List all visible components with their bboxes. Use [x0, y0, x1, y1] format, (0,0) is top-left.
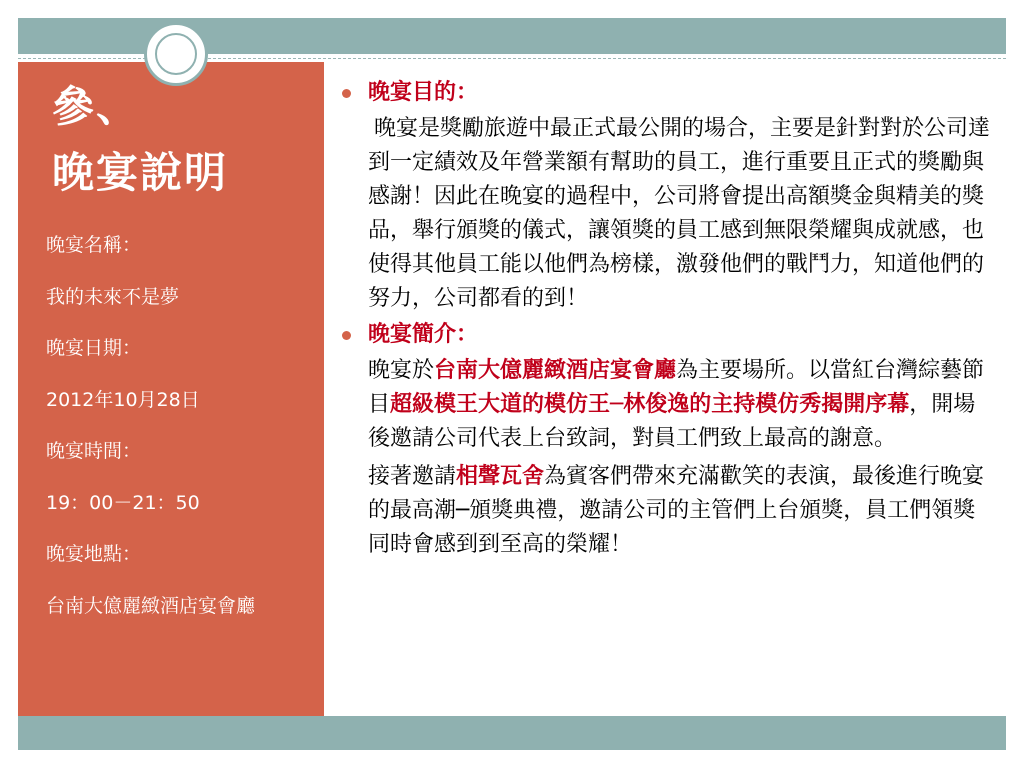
name-label: 晚宴名稱：: [46, 234, 142, 256]
intro-p1-text-b: 為主要場所。以當紅台灣綜藝節目: [368, 358, 985, 417]
purpose-heading: 晚宴目的：: [368, 80, 479, 105]
main-content: [338, 76, 990, 562]
title-line-1: 參、: [52, 82, 141, 131]
date-label: 晚宴日期：: [46, 337, 142, 359]
bottom-band: [18, 716, 1006, 750]
circle-inner-ring: [155, 33, 197, 75]
event-info: [46, 232, 296, 644]
place-value: 台南大億麗緻酒店宴會廳: [46, 594, 256, 617]
time-value: 19：00－21：50: [46, 491, 200, 514]
intro-heading: 晚宴簡介：: [368, 322, 479, 347]
date-value: 2012年10月28日: [46, 388, 200, 411]
intro-venue-highlight: 台南大億麗緻酒店宴會廳: [434, 358, 677, 383]
time-label: 晚宴時間：: [46, 440, 142, 462]
intro-troupe-highlight: 相聲瓦舍: [456, 464, 545, 489]
name-value: 我的未來不是夢: [46, 285, 180, 308]
slide-title: [52, 74, 228, 206]
intro-paragraph-2: [338, 460, 990, 562]
bullet-dot-icon: [342, 89, 351, 98]
place-label: 晚宴地點：: [46, 543, 142, 565]
intro-bullet: [338, 318, 990, 354]
intro-p2-text-b: 為賓客們帶來充滿歡笑的表演，最後進行晚宴的最高潮─頒獎典禮，邀請公司的主管們上台頒獎，員工們領獎同時會感到到至高的榮耀！: [368, 464, 985, 557]
intro-paragraph-1: [338, 354, 990, 456]
bullet-dot-icon: [342, 331, 351, 340]
purpose-bullet: [338, 76, 990, 112]
intro-p1-text-c: ，開場後邀請公司代表上台致詞，對員工們致上最高的謝意。: [368, 392, 976, 451]
purpose-text: 晚宴是獎勵旅遊中最正式最公開的場合，主要是針對對於公司達到一定績效及年營業額有幫助的員工，進行重要且正式的獎勵與感謝！因此在晚宴的過程中，公司將會提出高額獎金與精美的獎品，舉行頒獎的儀式，讓領獎的員工感到無限榮耀與成就感，也使得其他員工能以他們為榜樣，激發他們的戰鬥力，知道他們的努力，公司都看的到！: [368, 116, 991, 311]
title-line-2: 晚宴說明: [52, 148, 229, 197]
intro-show-highlight: 超級模王大道的模仿王─林俊逸的主持模仿秀揭開序幕: [390, 392, 910, 417]
intro-p1-text-a: 晚宴於: [368, 358, 435, 383]
intro-p2-text-a: 接著邀請: [368, 464, 457, 489]
